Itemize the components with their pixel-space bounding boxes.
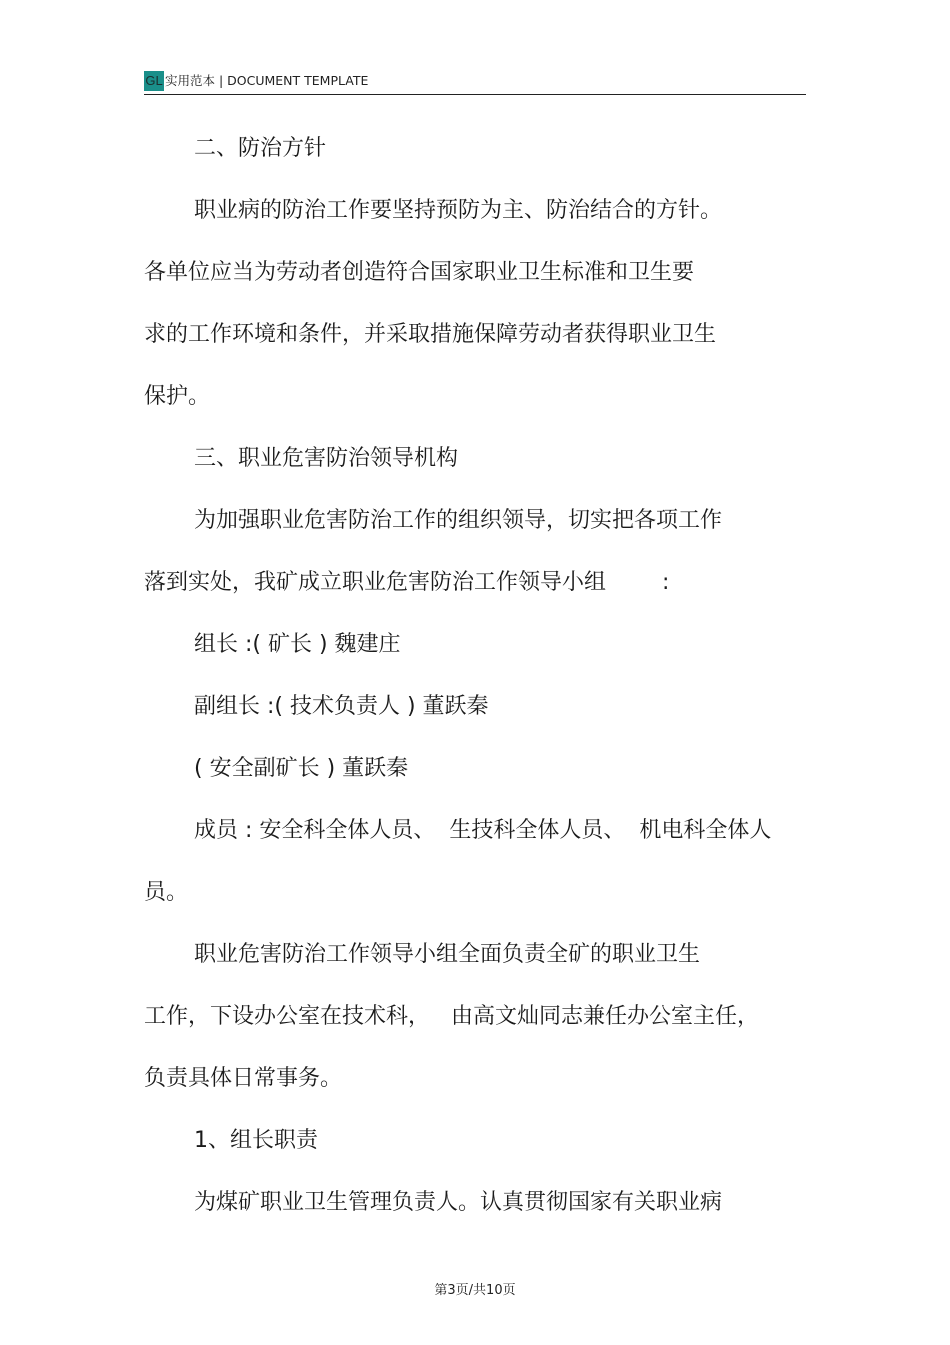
- paragraph-line: 成员 : 安全科全体人员、 生技科全体人员、 机电科全体人: [194, 818, 772, 843]
- section-heading: 1、组长职责: [194, 1128, 318, 1153]
- section-heading: 三、职业危害防治领导机构: [194, 446, 459, 471]
- document-header: [144, 70, 806, 95]
- paragraph-line: 求的工作环境和条件，并采取措施保障劳动者获得职业卫生: [144, 322, 717, 347]
- paragraph-line: 组长 :( 矿长 ) 魏建庄: [194, 632, 401, 657]
- paragraph-line: 为加强职业危害防治工作的组织领导，切实把各项工作: [194, 508, 723, 533]
- paragraph-line: 保护。: [144, 384, 211, 409]
- paragraph-line: 工作，下设办公室在技术科， 由高文灿同志兼任办公室主任，: [144, 1004, 759, 1029]
- section-heading: 二、防治方针: [194, 136, 327, 161]
- paragraph-line: ( 安全副矿长 ) 董跃秦: [194, 756, 409, 781]
- gl-logo: GL: [144, 71, 164, 91]
- paragraph-line: 职业危害防治工作领导小组全面负责全矿的职业卫生: [194, 942, 701, 967]
- paragraph-line: 为煤矿职业卫生管理负责人。认真贯彻国家有关职业病: [194, 1190, 723, 1215]
- page-number: 第3页/共10页: [434, 1283, 516, 1298]
- header-title: 实用范本 | DOCUMENT TEMPLATE: [165, 73, 369, 88]
- paragraph-line: 副组长 :( 技术负责人 ) 董跃秦: [194, 694, 489, 719]
- paragraph-line: 职业病的防治工作要坚持预防为主、防治结合的方针。: [194, 198, 723, 223]
- paragraph-line: 员。: [144, 880, 189, 905]
- paragraph-line: 各单位应当为劳动者创造符合国家职业卫生标准和卫生要: [144, 260, 695, 285]
- paragraph-line: 负责具体日常事务。: [144, 1066, 343, 1091]
- paragraph-line: 落到实处，我矿成立职业危害防治工作领导小组 :: [144, 570, 670, 595]
